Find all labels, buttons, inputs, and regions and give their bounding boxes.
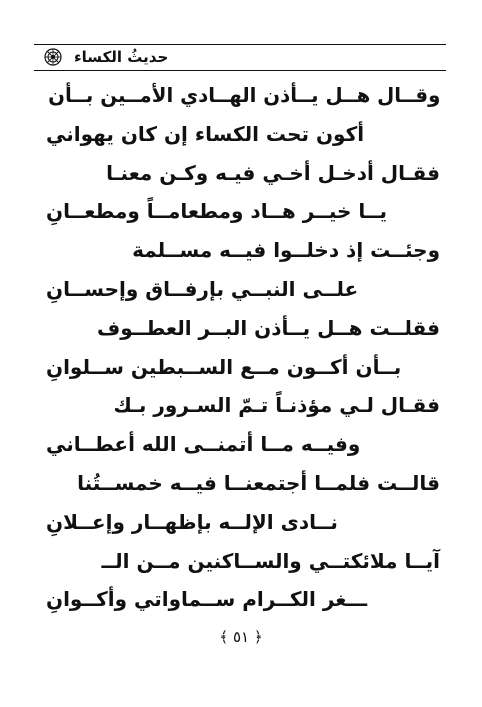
verse-text: فقـال أدخـل أخـي فيـه وكـن معنـا [106,160,440,185]
verse-text: وجئــت إذ دخلــوا فيــه مســلمة [132,238,440,263]
verse-line [38,80,440,119]
verse-line [38,468,440,507]
verse-text: آيــا ملائكتــي والســاكنين مــن الــ [101,548,440,573]
header-title: حديثُ الكساء [74,48,169,66]
verse-text: وقــال هــل يــأذن الهــادي الأمــين بــأن [47,83,440,107]
verse-text: بــأن أكــون مــع الســبطين ســلوانِ [46,354,402,379]
verse-line [38,313,440,352]
verse-text: ـــغر الكــرام ســماواتي وأكــوانِ [46,587,368,612]
poem-body [38,80,440,623]
verse-line [38,196,440,235]
verse-line [38,235,440,274]
verse-line [38,546,440,585]
verse-text: وفيــه مــا أتمنــى الله أعطــاني [46,432,361,457]
verse-text: فقلــت هــل يــأذن البــر العطــوف [97,315,440,340]
header-rule-top [34,44,446,45]
rosette-ornament-icon [40,48,66,66]
page-number: ﴿ ٥١ ﴾ [219,628,263,646]
verse-line [38,119,440,158]
running-header [34,44,446,72]
verse-text: أكون تحت الكساء إن كان يهواني [46,121,365,146]
verse-line [38,584,440,623]
verse-text: فقـال لـي مؤذنـاً تـمّ السـرور بـك [113,393,440,418]
verse-text: نــادى الإلــه بإظهــار وإعــلانِ [46,509,338,534]
verse-line [38,158,440,197]
verse-text: علــى النبــي بإرفــاق وإحســانِ [46,276,359,301]
verse-line [38,429,440,468]
verse-line [38,507,440,546]
verse-text: قالــت فلمــا أجتمعنــا فيــه خمســتُنا [77,470,440,495]
verse-line [38,352,440,391]
verse-text: يــا خيــر هــاد ومطعامــاً ومطعــانِ [46,199,388,224]
verse-line [38,390,440,429]
header-rule-bottom [34,70,446,71]
verse-line [38,274,440,313]
